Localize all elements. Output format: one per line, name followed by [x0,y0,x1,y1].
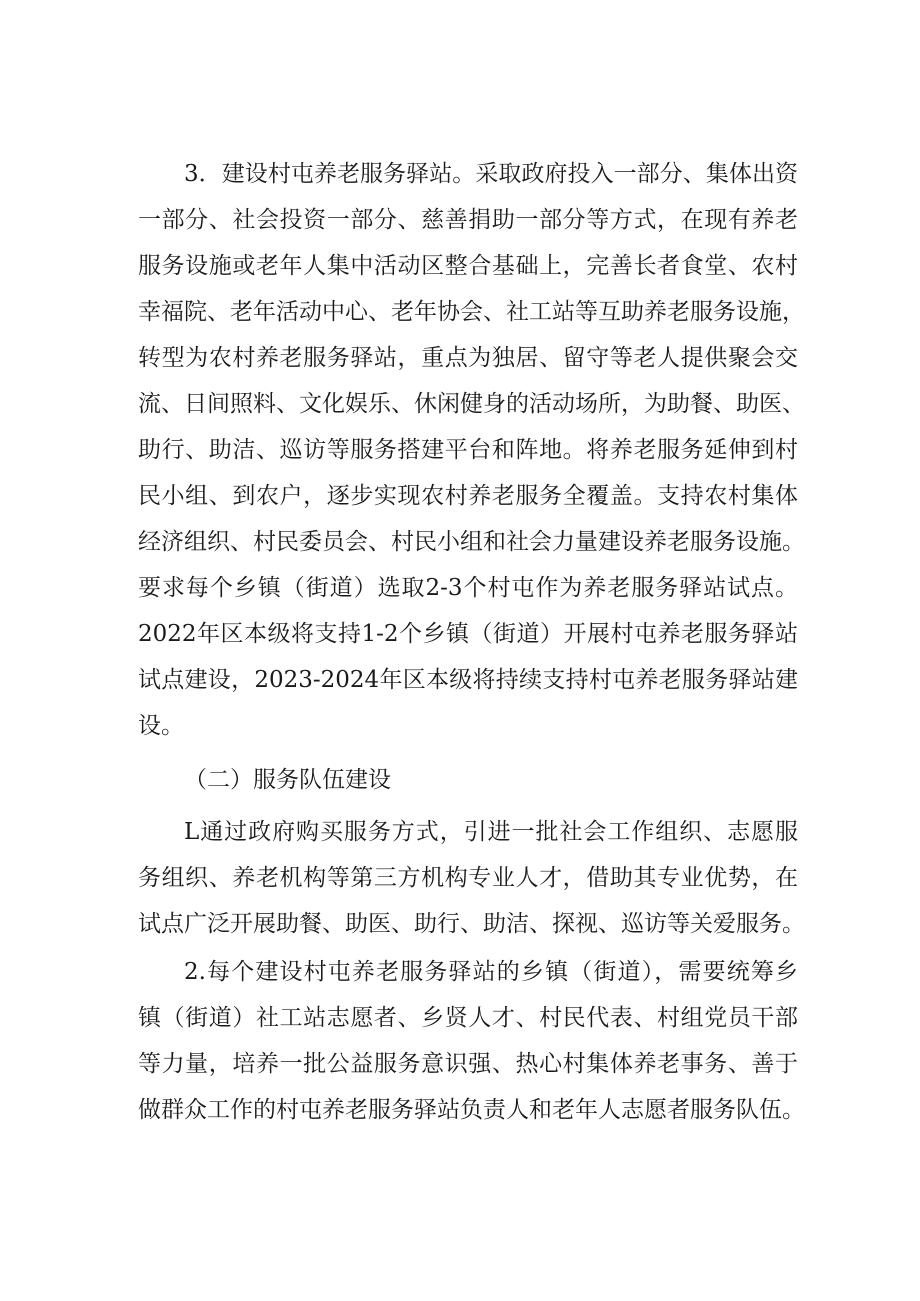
paragraph-1-line-6: 流、日间照料、文化娱乐、休闲健身的活动场所，为助餐、助医、 [138,391,805,417]
paragraph-3-line-2: 镇（街道）社工站志愿者、乡贤人才、村民代表、村组党员干部 [138,1005,798,1031]
paragraph-1-line-8: 民小组、到农户，逐步实现农村养老服务全覆盖。支持农村集体 [138,483,798,509]
paragraph-3-line-1: 2.每个建设村屯养老服务驿站的乡镇（街道），需要统筹乡 [184,959,798,985]
paragraph-2-line-2: 务组织、养老机构等第三方机构专业人才，借助其专业优势，在 [138,865,798,891]
paragraph-2-line-1: L通过政府购买服务方式，引进一批社会工作组织、志愿服 [184,819,798,845]
paragraph-1-line-4: 幸福院、老年活动中心、老年协会、社工站等互助养老服务设施， [138,299,805,325]
paragraph-1-line-5: 转型为农村养老服务驿站，重点为独居、留守等老人提供聚会交 [138,345,798,371]
paragraph-1-line-9: 经济组织、村民委员会、村民小组和社会力量建设养老服务设施。 [138,529,805,555]
paragraph-1-line-13: 设。 [138,713,184,739]
paragraph-2-line-3: 试点广泛开展助餐、助医、助行、助洁、探视、巡访等关爱服务。 [138,911,805,937]
paragraph-1-line-2: 一部分、社会投资一部分、慈善捐助一部分等方式，在现有养老 [138,207,798,233]
paragraph-1-line-1: 3．建设村屯养老服务驿站。采取政府投入一部分、集体出资 [184,161,798,187]
paragraph-1-line-12: 试点建设，2023-2024年区本级将持续支持村屯养老服务驿站建 [138,667,798,693]
paragraph-1-line-3: 服务设施或老年人集中活动区整合基础上，完善长者食堂、农村 [138,253,798,279]
paragraph-1-line-11: 2022年区本级将支持1-2个乡镇（街道）开展村屯养老服务驿站 [138,621,798,647]
paragraph-1-line-7: 助行、助洁、巡访等服务搭建平台和阵地。将养老服务延伸到村 [138,437,798,463]
paragraph-3-line-3: 等力量，培养一批公益服务意识强、热心村集体养老事务、善于 [138,1051,798,1077]
paragraph-1-line-10: 要求每个乡镇（街道）选取2-3个村屯作为养老服务驿站试点。 [138,575,798,601]
section-heading: （二）服务队伍建设 [184,767,391,793]
paragraph-3-line-4: 做群众工作的村屯养老服务驿站负责人和老年人志愿者服务队伍。 [138,1097,805,1123]
